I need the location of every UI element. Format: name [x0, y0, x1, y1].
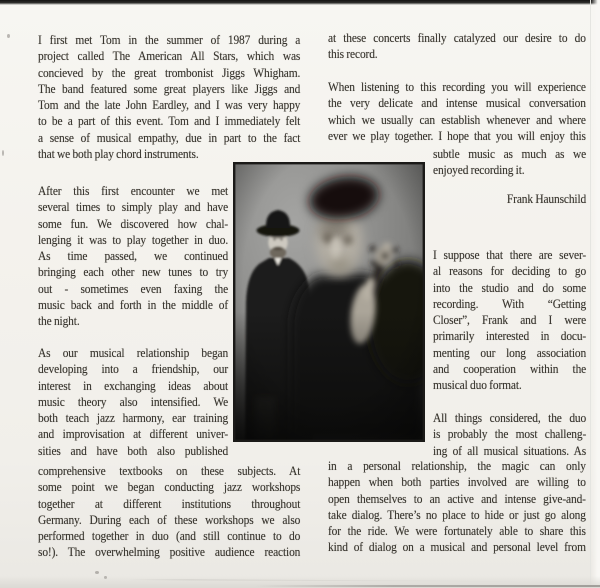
concerts-paragraph [328, 30, 586, 63]
workshops-paragraph [38, 463, 300, 561]
signature-text: Frank Haunschild [506, 191, 587, 206]
text-line: musical duo format. [433, 377, 522, 393]
text-line: ing of all musical situations. As [433, 442, 587, 458]
text-line: the night. [38, 313, 80, 329]
text-line: I suppose that there are sever- [433, 247, 587, 262]
text-line: music back and forth in the middle of [38, 297, 229, 313]
text-line: both teach jazz harmony, ear training [38, 410, 229, 426]
text-line: The band featured some great players like Jiggs and [38, 80, 301, 96]
text-line: As time passed, we continued [38, 248, 229, 264]
text-line: music theory also intensified. We [38, 393, 229, 409]
text-line: developing into a friendship, our [38, 361, 229, 377]
text-line: so!). The overwhelming positive audience reaction [38, 544, 301, 560]
scan-artifact [7, 34, 10, 38]
text-line: project called The American All Stars, which was [38, 48, 301, 64]
text-line: in a personal relationship, the magic can only [328, 458, 586, 473]
text-line: Germany. During each of these workshops we also [38, 511, 301, 527]
text-line: the very delicate and intense musical conversation [328, 95, 586, 111]
text-line: a sense of musical empathy, due in part to the fact [38, 129, 301, 145]
text-line: this record. [328, 46, 378, 62]
scan-artifact [95, 571, 99, 574]
text-line: When listening to this recording you will experience [328, 79, 586, 94]
text-line: Tom and the late John Eardley, and I was very happy [38, 97, 301, 113]
text-line: together at different institutions throughout [38, 495, 301, 511]
text-line: Closer”, Frank and I were [433, 312, 587, 328]
text-line: performed together in duo (and still continue to do [38, 528, 301, 544]
duo-photograph [233, 162, 425, 442]
text-line: out - sometimes even faxing the [38, 280, 229, 296]
text-line: several times to simply play and have [38, 199, 229, 215]
text-line: concieved by the great trombonist Jiggs Whigham. [38, 64, 301, 80]
text-line: some point we began conducting jazz workshops [38, 479, 301, 495]
text-line: I first met Tom in the summer of 1987 during a [38, 32, 301, 47]
text-line: enjoyed recording it. [433, 162, 525, 178]
text-line: After this first encounter we met [38, 183, 229, 198]
listening-paragraph [328, 79, 586, 144]
relationship-paragraph [38, 345, 228, 459]
scan-edge-top [0, 0, 600, 5]
text-line: All things considered, the duo [433, 410, 587, 425]
text-line: comprehensive textbooks on these subjects. At [38, 463, 301, 478]
text-line: open themselves to an active and intense give-and- [328, 490, 586, 506]
text-line: bringing each other new tunes to try [38, 264, 229, 280]
scan-artifact [2, 150, 4, 156]
listening-paragraph-wrap [433, 146, 586, 179]
text-line: is probably the most challeng- [433, 426, 587, 442]
text-line: As our musical relationship began [38, 345, 229, 360]
text-line: interest in exchanging ideas about [38, 377, 229, 393]
text-line: al reasons for deciding to go [433, 263, 587, 279]
text-line: subtle music as much as we [433, 146, 587, 161]
text-line: for the ride. We were fortunately able to share this [328, 523, 586, 539]
duo-challenge-paragraph-full [328, 458, 586, 556]
text-line: that we both play chord instruments. [38, 146, 199, 162]
encounter-paragraph [38, 183, 228, 330]
text-line: lenging it was to play together in duo. [38, 231, 229, 247]
text-line: ever we play together. I hope that you will enjoy this [328, 127, 586, 143]
text-line: kind of dialog on a musical and personal level from [328, 539, 586, 555]
reasons-paragraph [433, 247, 586, 394]
text-line: take dialog. There’s no place to hide or just go along [328, 506, 586, 522]
text-line: at these concerts finally catalyzed our desire to do [328, 30, 586, 45]
text-line: and improvisation at different univer- [38, 426, 229, 442]
photo-vignette [233, 162, 425, 442]
text-line: recording. With “Getting [433, 295, 587, 311]
text-line: which we usually can establish whenever and where [328, 111, 586, 127]
scan-edge-bottom-line [255, 585, 600, 587]
duo-challenge-paragraph [433, 410, 586, 459]
text-line: menting our long association [433, 344, 587, 360]
text-line: sities and have both also published [38, 442, 229, 458]
text-line: to be a part of this event. Tom and I immediately felt [38, 113, 301, 129]
scan-edge-right [590, 0, 600, 588]
text-line: some fun. We discovered how chal- [38, 215, 229, 231]
signature-frank-haunschild [433, 191, 586, 207]
intro-paragraph [38, 32, 300, 162]
text-line: into the studio and do some [433, 279, 587, 295]
text-line: primarily interested in docu- [433, 328, 587, 344]
text-line: happen when both parties involved are willing to [328, 474, 586, 490]
text-line: and cooperation within the [433, 361, 587, 377]
